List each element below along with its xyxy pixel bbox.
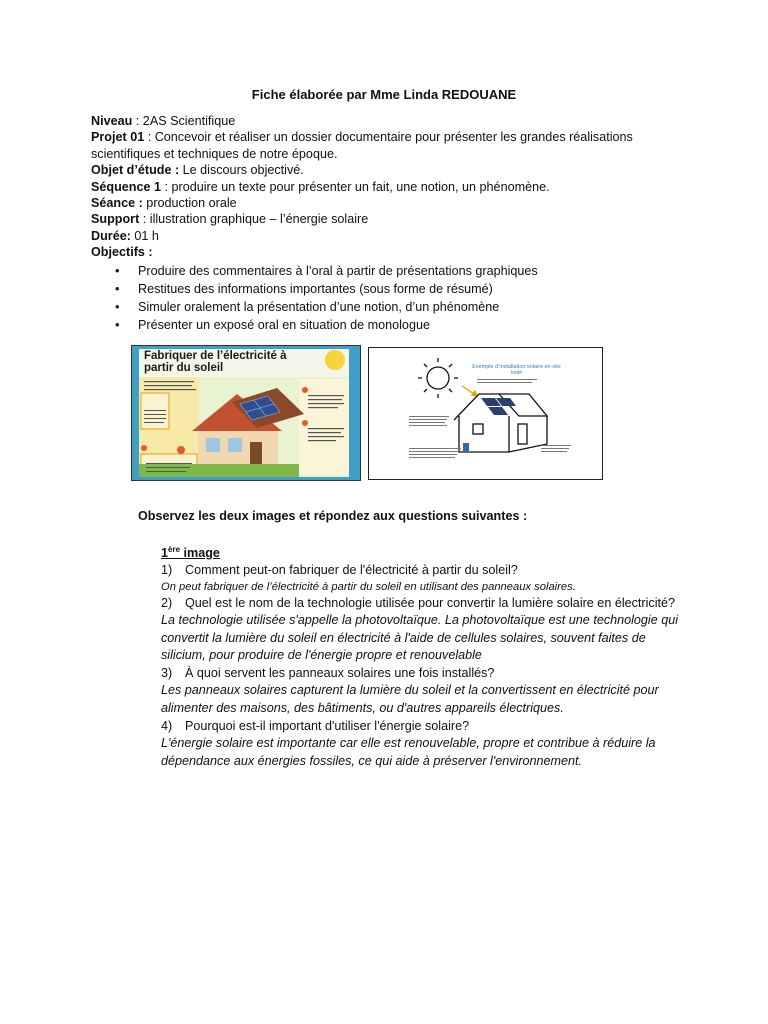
solar-installation-diagram [368, 347, 603, 480]
answer-1: On peut fabriquer de l’électricité à partir du soleil en utilisant des panneaux solaires. [161, 580, 576, 593]
answer-4: L'énergie solaire est importante car elle est renouvelable, propre et contribue à réduire la dépendance aux énergies fossiles, ce qui aide à préserver l'environnement. [161, 736, 656, 768]
objet-line: Objet d’étude : Le discours objectivé. [91, 163, 304, 178]
document-title: Fiche élaborée par Mme Linda REDOUANE [251, 87, 517, 102]
question-3: 3) À quoi servent les panneaux solaires une fois installés? [161, 665, 495, 680]
image-heading: 1ère image [161, 545, 220, 561]
sequence-line: Séquence 1 : produire un texte pour présenter un fait, une notion, un phénomène. [91, 179, 550, 194]
objective-item: • Produire des commentaires à l’oral à partir de présentations graphiques [91, 262, 691, 280]
question-4: 4) Pourquoi est-il important d'utiliser l'énergie solaire? [161, 718, 470, 733]
niveau-line: Niveau : 2AS Scientifique [91, 114, 236, 128]
solar-poster-image [131, 345, 361, 481]
instruction-text: Observez les deux images et répondez aux questions suivantes : [138, 509, 528, 523]
question-1: 1) Comment peut-on fabriquer de l'électricité à partir du soleil? [161, 563, 518, 578]
poster-title: Fabriquer de l’électricité à partir du soleil [144, 350, 287, 374]
questions-section [138, 509, 698, 768]
objective-item: • Simuler oralement la présentation d’une notion, d’un phénomène [91, 298, 691, 316]
question-2: 2) Quel est le nom de la technologie utilisée pour convertir la lumière solaire en électricité? [161, 595, 676, 610]
seance-line: Séance : production orale [91, 196, 237, 211]
duree-line: Durée: 01 h [91, 228, 159, 243]
objectifs-heading: Objectifs : [91, 245, 153, 260]
objective-item: • Restitues des informations importantes (sous forme de résumé) [91, 280, 691, 298]
projet-line: Projet 01 : Concevoir et réaliser un dossier documentaire pour présenter les grandes réalisations scientifiques et techniques de notre époque. [91, 130, 633, 161]
objective-item: • Présenter un exposé oral en situation de monologue [91, 316, 691, 334]
objectives-list [91, 262, 691, 335]
support-line: Support : illustration graphique – l’énergie solaire [91, 212, 369, 227]
qa-block [161, 542, 681, 770]
answer-3: Les panneaux solaires capturent la lumière du soleil et la convertissent en électricité pour alimenter des maisons, des bâtiments, ou d'autres appareils électriques. [161, 683, 659, 716]
diagram-caption: Exemple d’installation solaire en site isolé [472, 364, 561, 376]
answer-2: La technologie utilisée s'appelle la photovoltaïque. La photovoltaïque est une technologie qui convertit la lumière du soleil en électricité à l'aide de cellules solaires, souvent faites de silicium, pour produire de l'énergie propre et renouvelable [161, 613, 679, 663]
course-info [91, 113, 691, 334]
